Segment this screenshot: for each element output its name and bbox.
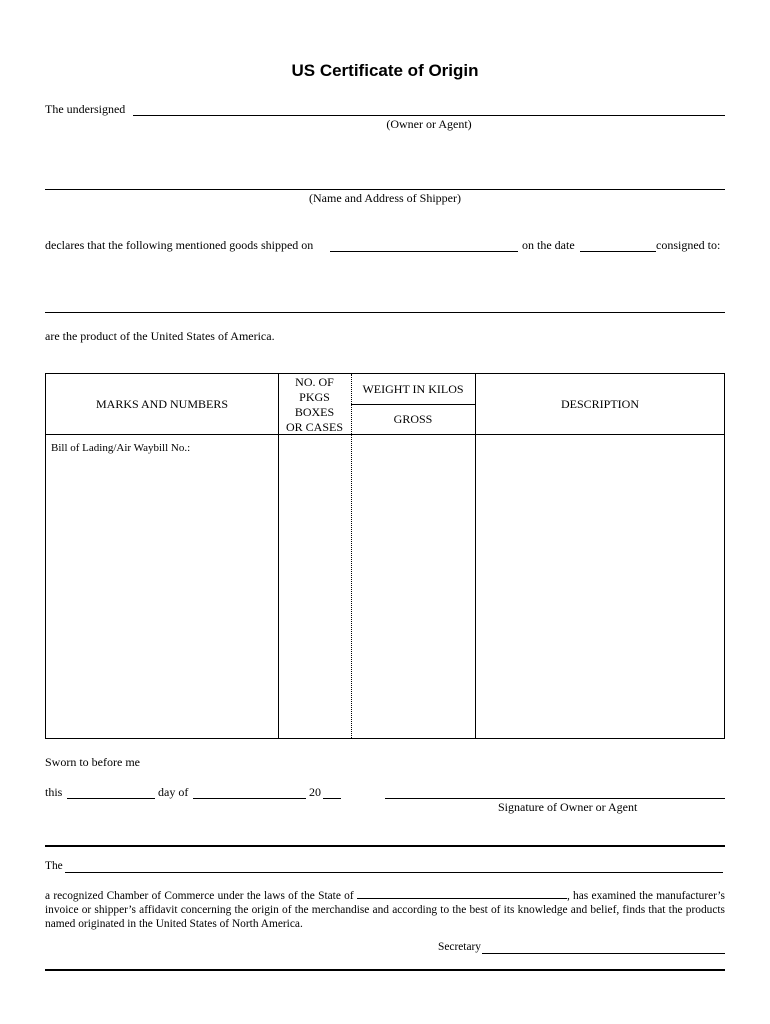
pkgs-cell[interactable]: [279, 435, 350, 738]
bill-of-lading-label: Bill of Lading/Air Waybill No.:: [51, 442, 191, 454]
secretary-label: Secretary: [438, 941, 482, 953]
signature-field[interactable]: [385, 798, 725, 799]
description-cell[interactable]: [476, 435, 724, 738]
day-of-label: day of: [158, 785, 189, 799]
owner-agent-caption: (Owner or Agent): [386, 117, 472, 131]
pkgs-header: [278, 375, 351, 435]
chamber-statement-part: a recognized Chamber of Commerce under the laws of the State of: [45, 890, 357, 902]
gross-header: GROSS: [393, 412, 433, 426]
chamber-statement-part: , has examined the manufacturer’s invoice or shipper’s affidavit concerning the origin of the merchandise and according to the best of its knowledge and belief, finds that the products named originated in the United States of North America.: [45, 890, 725, 930]
declares-text: declares that the following mentioned goods shipped on: [45, 238, 314, 252]
year-label: 20: [309, 785, 321, 799]
weight-sub-divider: [351, 404, 475, 405]
gross-cell[interactable]: [352, 435, 474, 738]
on-the-date-text: on the date: [522, 238, 575, 252]
footer-divider: [45, 969, 725, 971]
date-field[interactable]: [580, 251, 656, 252]
pkgs-header-line: BOXES: [294, 405, 335, 419]
pkgs-header-line: NO. OF: [295, 375, 334, 389]
chamber-name-field[interactable]: [65, 872, 723, 873]
shipped-on-field[interactable]: [330, 251, 518, 252]
day-field[interactable]: [67, 798, 155, 799]
chamber-statement: [45, 887, 725, 931]
consigned-to-text: consigned to:: [656, 238, 721, 252]
goods-table: [45, 373, 725, 739]
owner-agent-field[interactable]: [133, 115, 725, 116]
signature-caption: Signature of Owner or Agent: [498, 800, 638, 814]
description-header: DESCRIPTION: [560, 397, 639, 411]
product-statement: are the product of the United States of America.: [45, 329, 275, 343]
sworn-label: Sworn to before me: [45, 755, 140, 769]
year-field[interactable]: [323, 798, 341, 799]
pkgs-header-line: OR CASES: [285, 420, 344, 434]
marks-header: MARKS AND NUMBERS: [95, 397, 229, 411]
pkgs-header-line: PKGS: [299, 390, 330, 404]
weight-header: WEIGHT IN KILOS: [362, 382, 464, 396]
this-label: this: [45, 785, 63, 799]
month-field[interactable]: [193, 798, 306, 799]
secretary-field[interactable]: [482, 953, 725, 954]
undersigned-label: The undersigned: [45, 102, 126, 116]
marks-cell[interactable]: [47, 435, 277, 738]
section-divider: [45, 845, 725, 847]
shipper-field[interactable]: [45, 189, 725, 190]
consignee-field[interactable]: [45, 312, 725, 313]
shipper-caption: (Name and Address of Shipper): [309, 191, 461, 205]
the-label: The: [45, 860, 63, 872]
state-field[interactable]: [357, 887, 567, 899]
document-title: US Certificate of Origin: [291, 61, 479, 80]
